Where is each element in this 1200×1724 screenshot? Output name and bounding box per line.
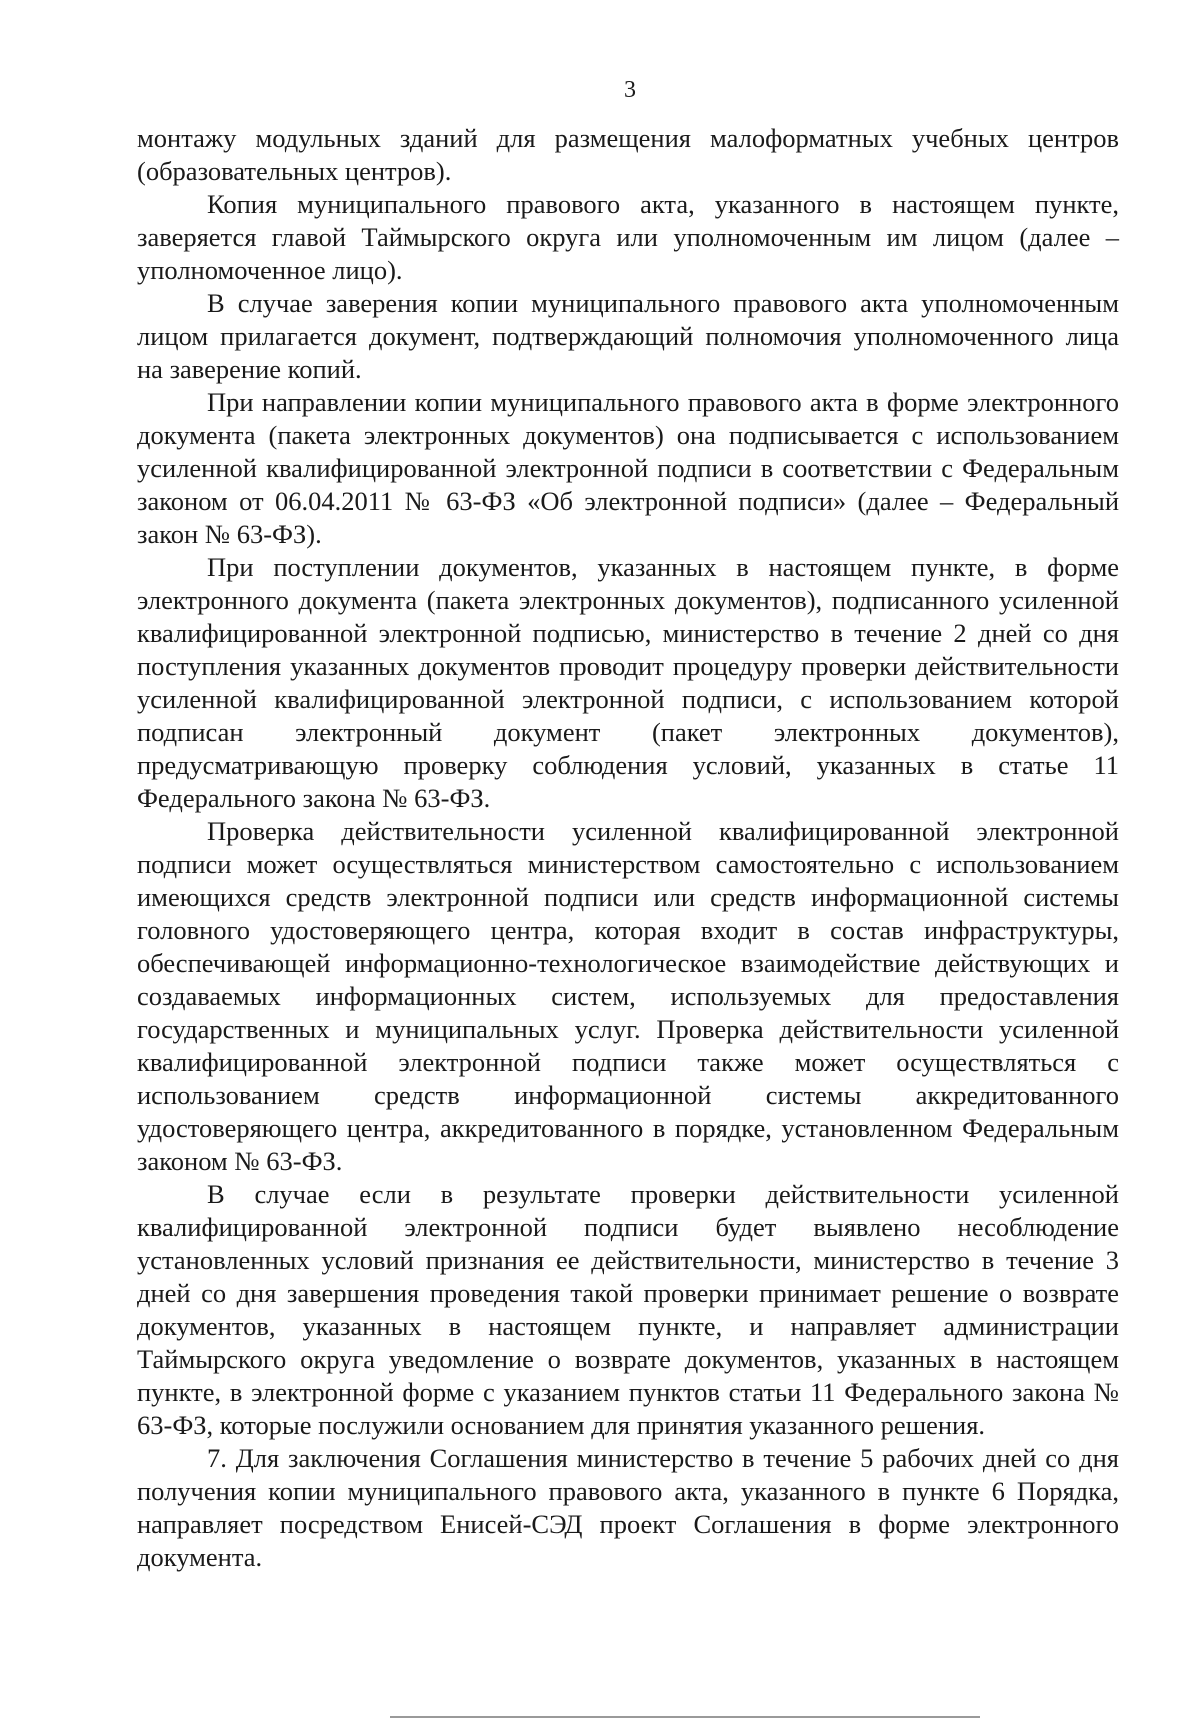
footer-divider — [390, 1716, 980, 1718]
paragraph: В случае если в результате проверки действительности усиленной квалифицированной электронной подписи будет выявлено несоблюдение установленных условий признания ее действительности, министерство в течение 3 дней со дня завершения проведения такой проверки принимает решение о возврате документов, указанных в настоящем пункте, и направляет администрации Таймырского округа уведомление о возврате документов, указанных в настоящем пункте, в электронной форме с указанием пунктов статьи 11 Федерального закона № 63-ФЗ, которые послужили основанием для принятия указанного решения. — [137, 1179, 1119, 1440]
paragraph: 7. Для заключения Соглашения министерство в течение 5 рабочих дней со дня получения копии муниципального правового акта, указанного в пункте 6 Порядка, направляет посредством Енисей-СЭД проект Соглашения в форме электронного документа. — [137, 1443, 1119, 1572]
document-body — [137, 122, 1119, 1574]
paragraph: При направлении копии муниципального правового акта в форме электронного документа (пакета электронных документов) она подписывается с использованием усиленной квалифицированной электронной подписи в соответствии с Федеральным законом от 06.04.2011 № 63-ФЗ «Об электронной подписи» (далее – Федеральный закон № 63-ФЗ). — [137, 387, 1119, 549]
paragraph: В случае заверения копии муниципального правового акта уполномоченным лицом прилагается документ, подтверждающий полномочия уполномоченного лица на заверение копий. — [137, 288, 1119, 384]
page-number: 3 — [624, 77, 636, 103]
paragraph: При поступлении документов, указанных в настоящем пункте, в форме электронного документа (пакета электронных документов), подписанного усиленной квалифицированной электронной подписью, министерство в течение 2 дней со дня поступления указанных документов проводит процедуру проверки действительности усиленной квалифицированной электронной подписи, с использованием которой подписан электронный документ (пакет электронных документов), предусматривающую проверку соблюдения условий, указанных в статье 11 Федерального закона № 63-ФЗ. — [137, 552, 1119, 813]
paragraph: Копия муниципального правового акта, указанного в настоящем пункте, заверяется главой Таймырского округа или уполномоченным им лицом (далее – уполномоченное лицо). — [137, 189, 1119, 285]
paragraph: Проверка действительности усиленной квалифицированной электронной подписи может осуществляться министерством самостоятельно с использованием имеющихся средств электронной подписи или средств информационной системы головного удостоверяющего центра, которая входит в состав инфраструктуры, обеспечивающей информационно-технологическое взаимодействие действующих и создаваемых информационных систем, используемых для предоставления государственных и муниципальных услуг. Проверка действительности усиленной квалифицированной электронной подписи также может осуществляться с использованием средств информационной системы аккредитованного удостоверяющего центра, аккредитованного в порядке, установленном Федеральным законом № 63-ФЗ. — [137, 816, 1119, 1176]
paragraph: монтажу модульных зданий для размещения малоформатных учебных центров (образовательных центров). — [137, 123, 1119, 186]
